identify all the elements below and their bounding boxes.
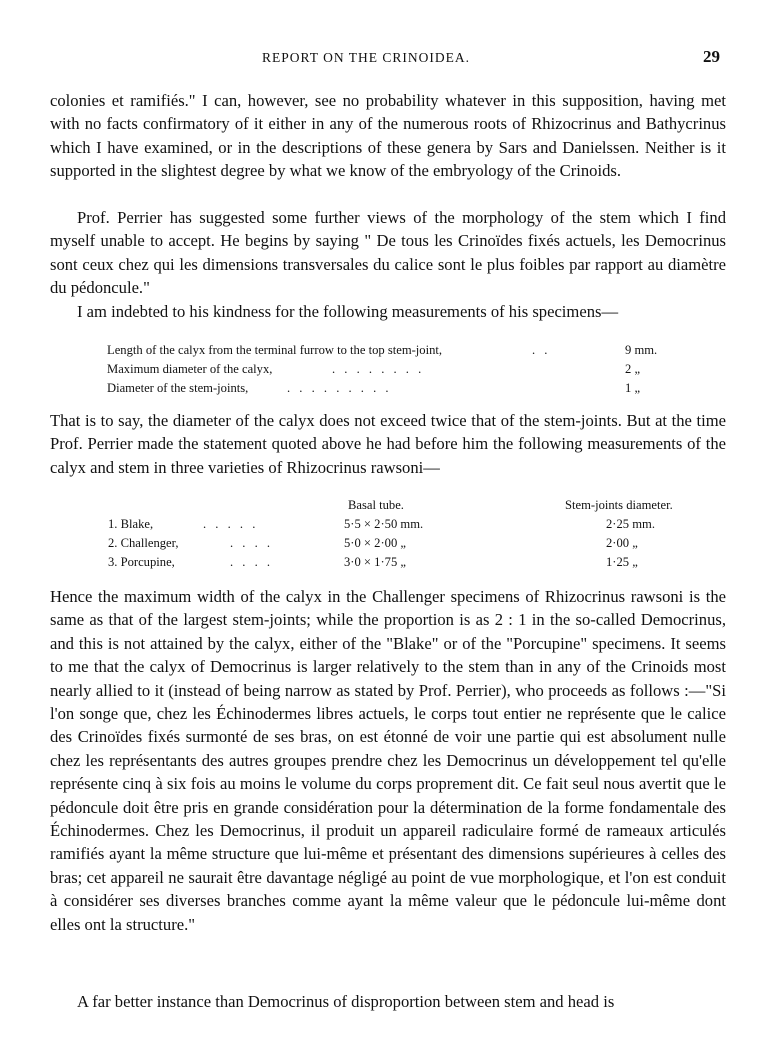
- running-head: [0, 47, 776, 72]
- paragraph-4: That is to say, the diameter of the calyx does not exceed twice that of the stem-joints. But at the time Prof. Perrier made the statement quoted above he had before him the following measurements of the calyx and stem in three varieties of Rhizocrinus rawsoni—: [50, 411, 726, 477]
- paragraph-3: I am indebted to his kindness for the following measurements of his specimens—: [77, 302, 619, 321]
- row-leader: . . . . . . . . .: [287, 381, 392, 395]
- basal-value: 3·0 × 1·75 „: [344, 555, 407, 569]
- row-label: 3. Porcupine,: [108, 555, 175, 569]
- row-label: Maximum diameter of the calyx,: [107, 362, 273, 376]
- page-number: 29: [703, 47, 720, 66]
- row-leader: . . . .: [230, 555, 274, 569]
- paragraph-6: A far better instance than Democrinus of disproportion between stem and head is: [77, 992, 615, 1011]
- row-label: 1. Blake,: [108, 517, 154, 531]
- table-row: [107, 360, 707, 379]
- table-header-row: [108, 496, 708, 515]
- paragraph-5: Hence the maximum width of the calyx in the Challenger specimens of Rhizocrinus rawsoni is the same as that of the largest stem-joints; while the proportion is as 2 : 1 in the so-called Democrinus, and this is not attained by the calyx, either of the "Blake" or of the "Porcupine" specimens. It seems to me that the calyx of Democrinus is larger relatively to the stem than in any of the Crinoids most nearly allied to it (instead of being narrow as stated by Prof. Perrier), who proceeds as follows :—"Si l'on songe que, chez les Échinodermes libres actuels, le corps tout entier ne représente que le calice des Crinoïdes fixés surmonté de ses bras, on est étonné de voir une partie qui est absolument nulle chez les représentants des autres groupes prendre chez les Democrinus un développement tel qu'elle représente cinq à six fois au moins le volume du corps proprement dit. Ce fait seul nous avertit que le pédoncule doit être pris en grande considération pour la détermination de la forme fondamentale des Échinodermes. Chez les Democrinus, il produit un appareil radiculaire formé de rameaux articulés ramifiés ayant la même structure que lui-même et présentant des dimensions supérieures à celles des bras; cet appareil ne saurait être davantage négligé au point de vue morphologique, et l'on est conduit à considérer ses diverses branches comme ayant la même valeur que le pédoncule lui-même dont elles ont la structure.": [50, 587, 726, 934]
- row-label: Diameter of the stem-joints,: [107, 381, 249, 395]
- basal-value: 5·0 × 2·00 „: [344, 536, 407, 550]
- row-label: 2. Challenger,: [108, 536, 179, 550]
- row-leader: . .: [532, 343, 551, 357]
- row-leader: . . . . . . . .: [332, 362, 425, 376]
- table-row: [108, 553, 708, 572]
- measurements-table: [107, 341, 707, 398]
- row-value: 9 mm.: [625, 343, 658, 357]
- row-label: Length of the calyx from the terminal furrow to the top stem-joint,: [107, 343, 443, 357]
- paragraph-1: colonies et ramifiés." I can, however, see no probability whatever in this supposition, having met with no facts confirmatory of it either in any of the numerous roots of Rhizocrinus and Bathycrinus which I have examined, or in the descriptions of these genera by Sars and Danielssen. Neither is it supported in the slightest degree by what we know of the embryology of the Crinoids.: [50, 91, 726, 181]
- row-value: 2 „: [625, 362, 641, 376]
- varieties-table: [108, 496, 708, 572]
- column-header-basal: Basal tube.: [348, 498, 404, 512]
- paragraph-2: Prof. Perrier has suggested some further views of the morphology of the stem which I find myself unable to accept. He begins by saying " De tous les Crinoïdes fixés actuels, les Democrinus sont ceux chez qui les dimensions transversales du calice sont le plus foibles par rapport au diamètre du pédoncule.": [50, 208, 726, 298]
- row-leader: . . . . .: [203, 517, 259, 531]
- row-leader: . . . .: [230, 536, 274, 550]
- table-row: [107, 379, 707, 398]
- running-title: REPORT ON THE CRINOIDEA.: [262, 50, 470, 65]
- stem-value: 2·25 mm.: [606, 517, 655, 531]
- stem-value: 2·00 „: [606, 536, 638, 550]
- table-row: [108, 515, 708, 534]
- table-row: [108, 534, 708, 553]
- stem-value: 1·25 „: [606, 555, 638, 569]
- table-row: [107, 341, 707, 360]
- row-value: 1 „: [625, 381, 641, 395]
- column-header-stem: Stem-joints diameter.: [565, 498, 673, 512]
- basal-value: 5·5 × 2·50 mm.: [344, 517, 424, 531]
